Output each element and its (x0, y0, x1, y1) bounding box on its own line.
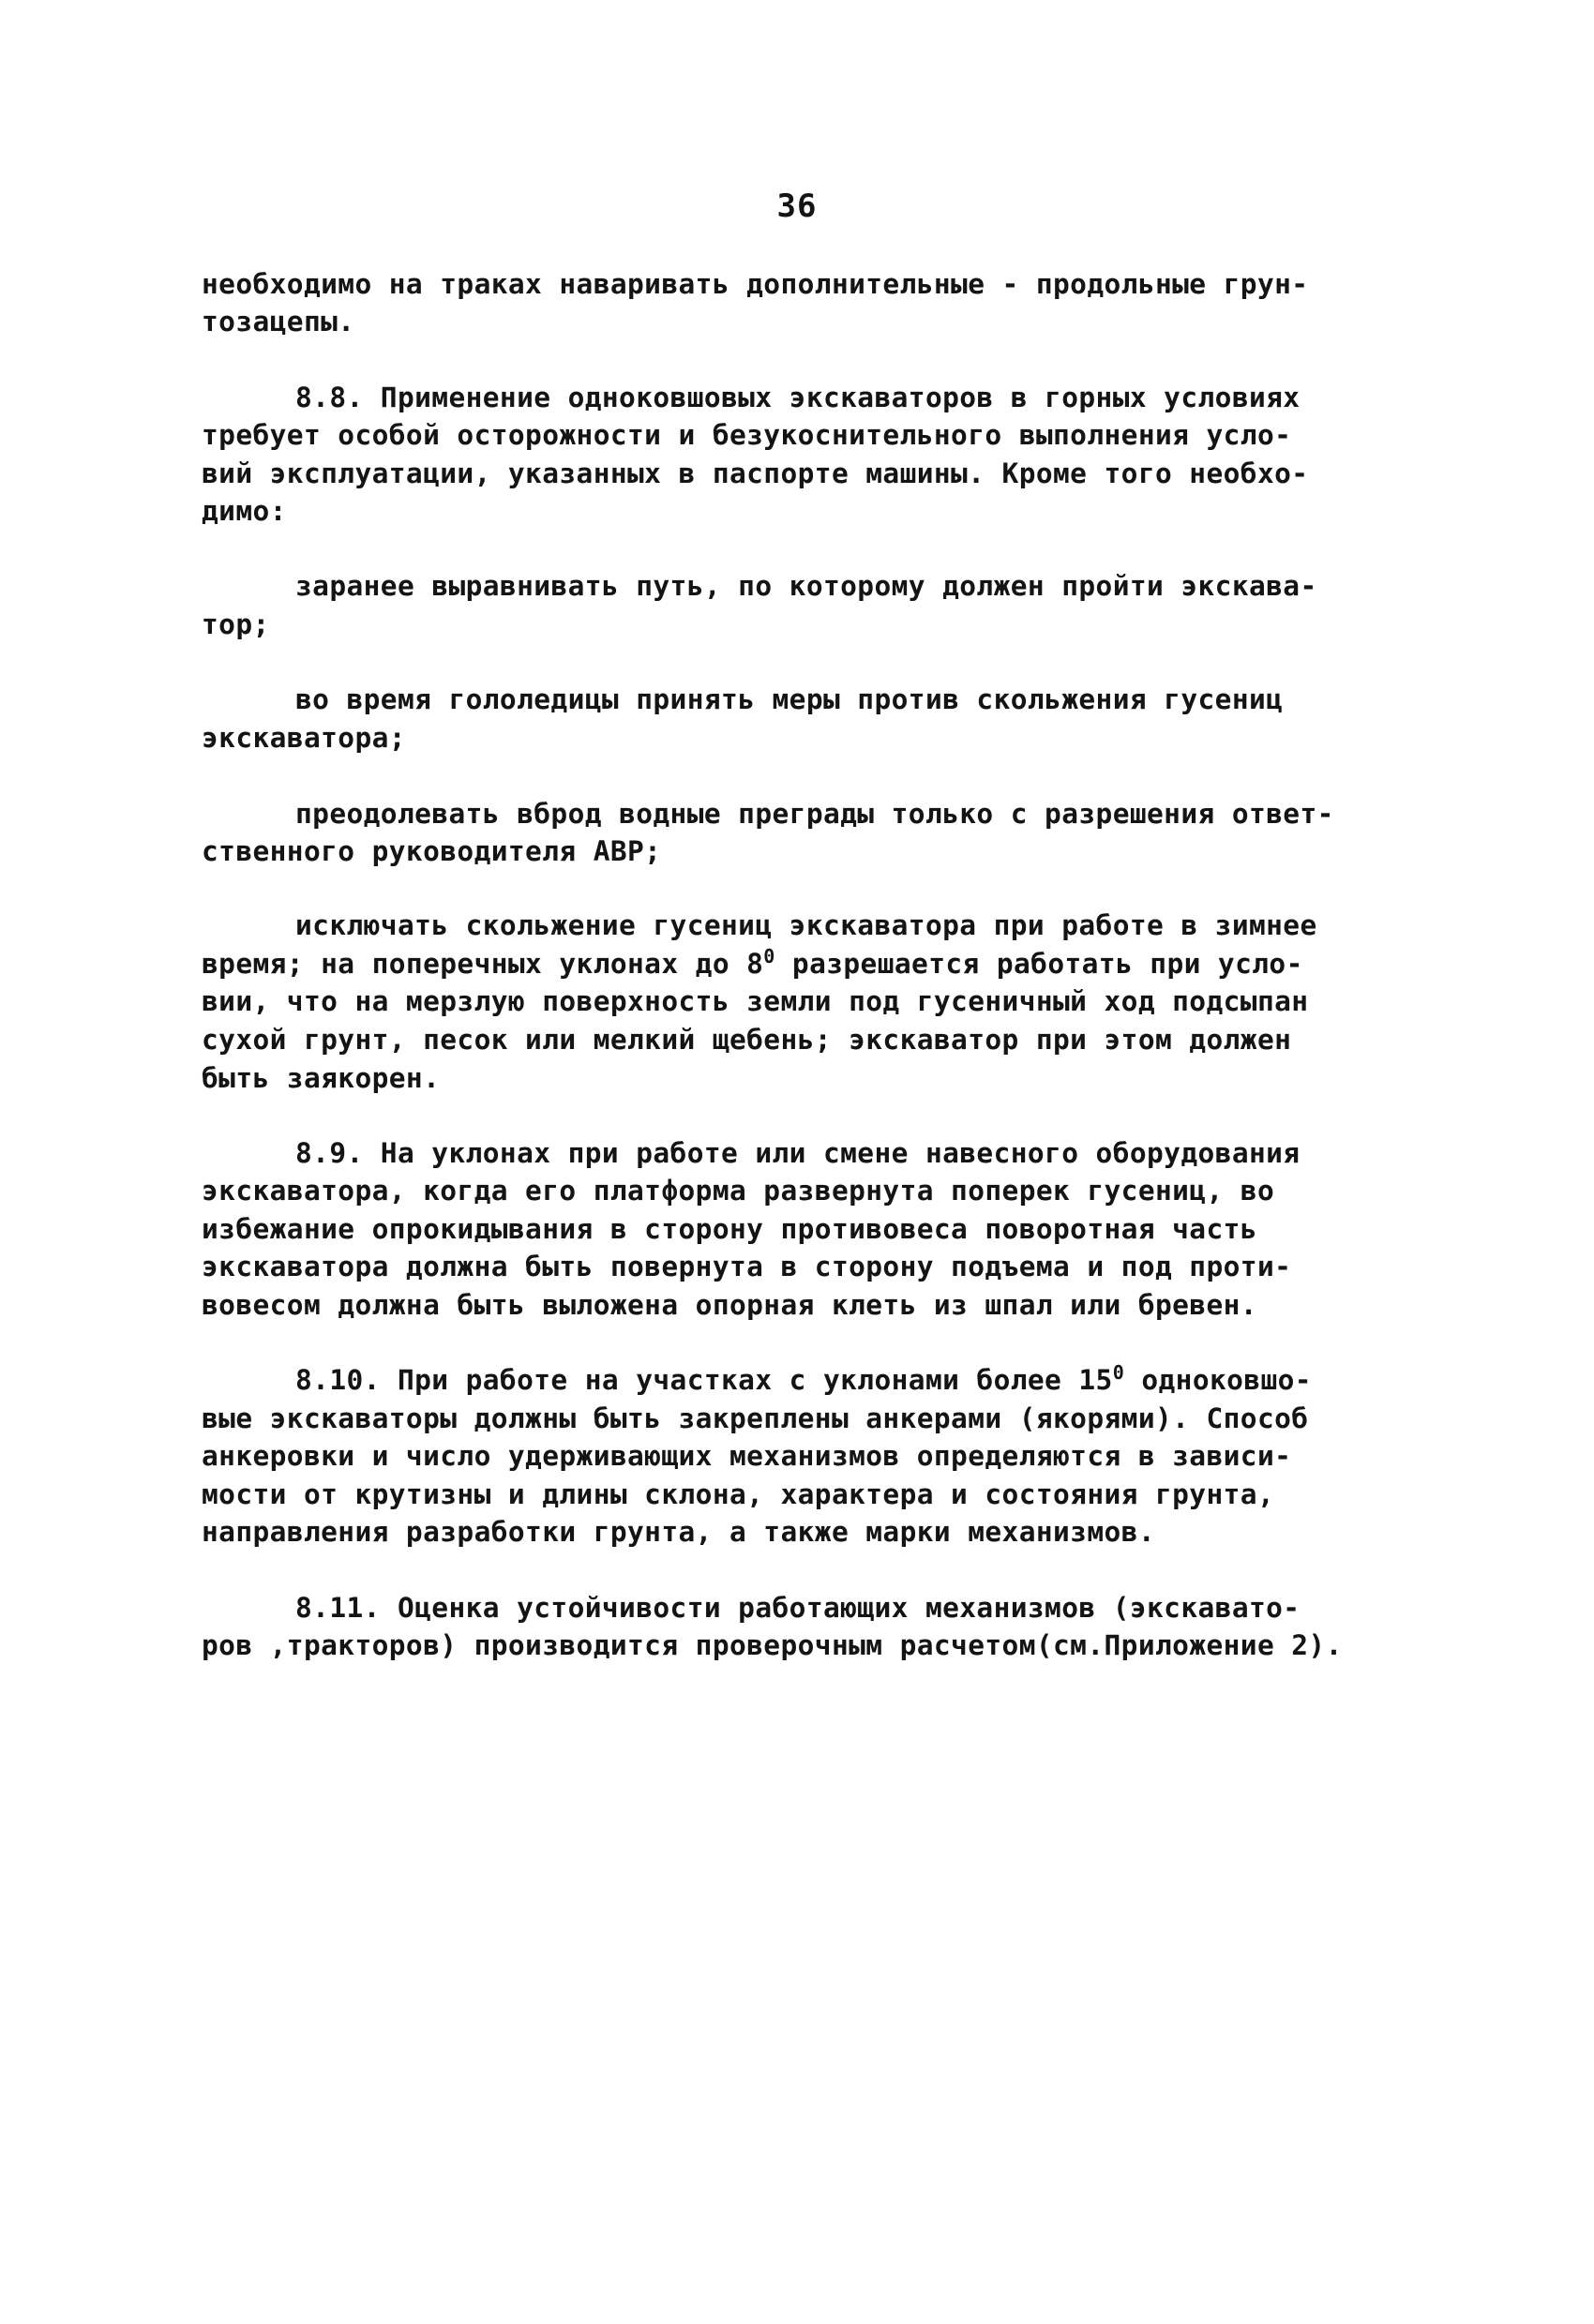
text-line: анкеровки и число удерживающих механизмов определяются в зависи- (202, 1440, 1292, 1472)
text-line: требует особой осторожности и безукоснительного выполнения усло- (202, 419, 1292, 451)
text-segment: одноковшо- (1124, 1364, 1312, 1396)
text-line: экскаватора должна быть повернута в сторону подъема и под проти- (202, 1251, 1292, 1282)
text-line: мости от крутизны и длины склона, характера и состояния грунта, (202, 1478, 1275, 1510)
text-line: избежание опрокидывания в сторону противовеса поворотная часть (202, 1213, 1257, 1245)
text-line: димо: (202, 495, 287, 527)
paragraph-8-10-start (295, 1361, 1312, 1399)
list-item-start: исключать скольжение гусениц экскаватора при работе в зимнее (295, 909, 1317, 941)
superscript-degree: 0 (1112, 1361, 1125, 1385)
text-line-with-superscript (202, 945, 1303, 982)
text-line: вовесом должна быть выложена опорная клеть из шпал или бревен. (202, 1289, 1257, 1321)
list-item-start: заранее выравнивать путь, по которому должен пройти экскава- (295, 570, 1317, 602)
text-line: ров ,тракторов) производится проверочным расчетом(см.Приложение 2). (202, 1629, 1343, 1661)
paragraph-8-9-start: 8.9. На уклонах при работе или смене навесного оборудования (295, 1137, 1301, 1169)
paragraph-8-11-start: 8.11. Оценка устойчивости работающих механизмов (экскавато- (295, 1592, 1301, 1624)
text-line: экскаватора; (202, 722, 406, 754)
paragraph-8-8-start: 8.8. Применение одноковшовых экскаваторов в горных условиях (295, 382, 1301, 413)
list-item-start: во время гололедицы принять меры против скольжения гусениц (295, 683, 1284, 715)
text-segment: время; на поперечных уклонах до 8 (202, 948, 764, 980)
text-line: необходимо на траках наваривать дополнительные - продольные грун- (202, 268, 1309, 300)
text-line: экскаватора, когда его платформа развернута поперек гусениц, во (202, 1175, 1275, 1207)
text-line: направления разработки грунта, а также марки механизмов. (202, 1516, 1155, 1548)
text-segment: 8.10. При работе на участках с уклонами более 15 (295, 1364, 1113, 1396)
list-item-start: преодолевать вброд водные преграды только с разрешения ответ- (295, 798, 1334, 830)
superscript-degree: 0 (763, 945, 775, 968)
text-line: вые экскаваторы должны быть закреплены анкерами (якорями). Способ (202, 1402, 1309, 1434)
page-number: 36 (776, 187, 818, 225)
text-line: быть заякорен. (202, 1062, 441, 1094)
text-line: вий эксплуатации, указанных в паспорте машины. Кроме того необхо- (202, 457, 1309, 489)
text-line: вии, что на мерзлую поверхность земли под гусеничный ход подсыпан (202, 985, 1309, 1017)
text-line: тозацепы. (202, 306, 355, 337)
text-line: тор; (202, 608, 270, 640)
text-line: сухой грунт, песок или мелкий щебень; экскаватор при этом должен (202, 1024, 1292, 1056)
text-segment: разрешается работать при усло- (774, 948, 1303, 980)
text-line: ственного руководителя АВР; (202, 835, 662, 867)
